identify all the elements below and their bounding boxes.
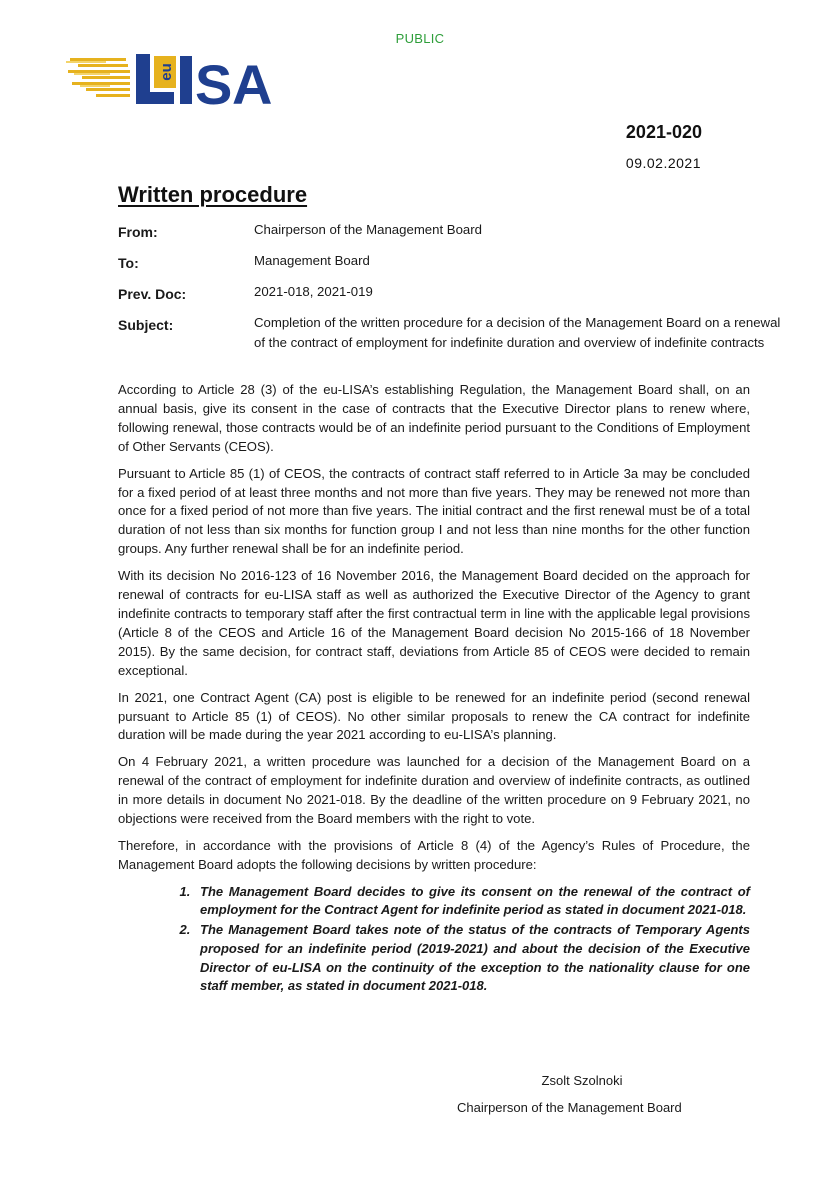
svg-text:eu: eu (158, 63, 175, 81)
decisions-list (118, 883, 750, 996)
meta-label-from: From: (118, 224, 158, 240)
body-paragraph: Therefore, in accordance with the provisions of Article 8 (4) of the Agency’s Rules of Procedure, the Management Board adopts the following decisions by written procedure: (118, 837, 750, 872)
meta-value-to: Management Board (254, 253, 370, 268)
signatory-role: Chairperson of the Management Board (457, 1100, 682, 1115)
document-reference-number: 2021-020 (625, 122, 702, 142)
body-paragraph: Pursuant to Article 85 (1) of CEOS, the contracts of contract staff referred to in Article 3a may be concluded for a fixed period of at least three months and not more than five years. They may be renewed not more than once for a fixed period of not more than five years. The initial contract and the first renewal must be of a total duration of not less than six months for function group I and not less than nine months for the other function groups. Any further renewal shall be for an indefinite period. (118, 465, 750, 557)
meta-value-prev-doc: 2021-018, 2021-019 (254, 284, 373, 299)
meta-row-prev-doc (118, 282, 788, 304)
logo-graphic (66, 50, 286, 110)
svg-text:S: S (195, 53, 233, 110)
document-title: Written procedure (118, 182, 308, 207)
document-body (118, 381, 750, 997)
meta-row-from (118, 220, 788, 242)
document-metadata (118, 220, 788, 362)
meta-value-subject: Completion of the written procedure for a decision of the Management Board on a renewal of the contract of employment for indefinite duration and overview of indefinite contracts (254, 315, 781, 350)
signatory-name: Zsolt Szolnoki (541, 1073, 623, 1088)
classification-label: PUBLIC (395, 31, 445, 46)
body-paragraph: With its decision No 2016-123 of 16 November 2016, the Management Board decided on the approach for renewal of contracts for eu-LISA staff as well as authorized the Executive Director of the Agency to grant indefinite contracts to temporary staff after the first contractual term in line with the applicable legal provisions (Article 8 of the CEOS and Article 16 of the Management Board decision No 2015-166 of 18 November 2015). By the same decision, for contract staff, deviations from Article 85 of CEOS were decided to remain exceptional. (118, 568, 750, 678)
body-paragraph: According to Article 28 (3) of the eu-LISA’s establishing Regulation, the Management Board shall, on an annual basis, give its consent in the case of contracts that the Executive Director plans to renew where, following renewal, those contracts would be of an indefinite period pursuant to the Conditions of Employment of Other Servants (CEOS). (118, 382, 750, 454)
meta-label-to: To: (118, 255, 139, 271)
eu-lisa-logo (66, 50, 286, 110)
meta-row-subject (118, 313, 788, 353)
decision-item: 1. The Management Board decides to give its consent on the renewal of the contract of employment for the Contract Agent for indefinite period as stated in document 2021-018. (194, 883, 750, 920)
decision-item: 2. The Management Board takes note of the status of the contracts of Temporary Agents proposed for an indefinite period (2019-2021) and about the decision of the Executive Director of eu-LISA on the continuity of the exception to the nationality clause for one staff member, as stated in document 2021-018. (194, 921, 750, 996)
body-paragraph: In 2021, one Contract Agent (CA) post is eligible to be renewed for an indefinite period (second renewal pursuant to Article 85 (1) of CEOS). No other similar proposals to renew the CA contract for indefinite duration will be made during the year 2021 according to eu-LISA’s planning. (118, 689, 750, 743)
svg-text:A: A (232, 53, 273, 110)
meta-label-subject: Subject: (118, 317, 174, 333)
meta-value-from: Chairperson of the Management Board (254, 222, 482, 237)
meta-row-to (118, 251, 788, 273)
body-paragraph: On 4 February 2021, a written procedure was launched for a decision of the Management Board on a renewal of the contract of employment for indefinite duration and overview of indefinite contracts, as outlined in more details in document No 2021-018. By the deadline of the written procedure on 9 February 2021, no objections were received from the Board members with the right to vote. (118, 754, 750, 827)
document-date: 09.02.2021 (625, 155, 701, 171)
signature-block (400, 1073, 780, 1115)
meta-label-prev-doc: Prev. Doc: (118, 286, 187, 302)
